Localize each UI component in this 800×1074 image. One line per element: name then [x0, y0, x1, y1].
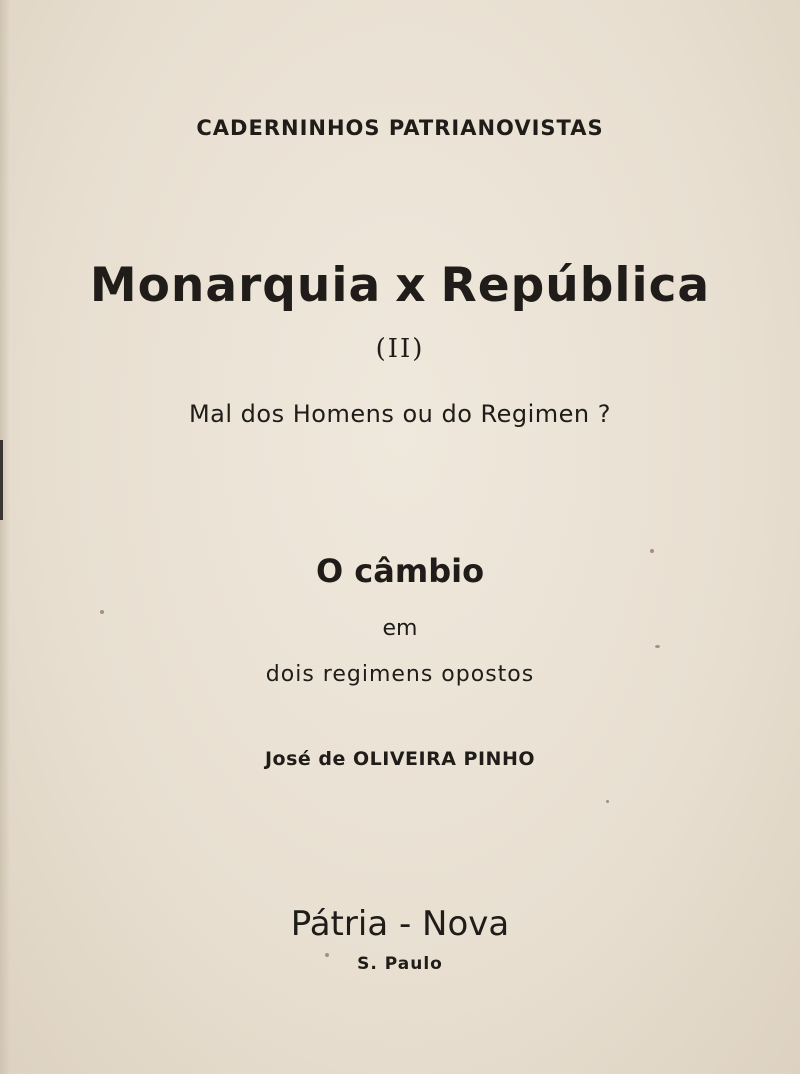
title-left: Monarquia — [89, 258, 382, 313]
publisher-city: S. Paulo — [357, 954, 443, 974]
paper-speck — [606, 800, 609, 803]
main-title — [0, 258, 800, 313]
topic-title: O câmbio — [315, 552, 485, 590]
subtitle: Mal dos Homens ou do Regimen ? — [188, 400, 612, 428]
paper-speck — [100, 610, 104, 614]
binding-mark — [0, 440, 3, 520]
publisher-name: Pátria - Nova — [290, 904, 510, 944]
author-name: José de OLIVEIRA PINHO — [264, 748, 535, 770]
volume-number: (II) — [375, 334, 425, 364]
paper-speck — [655, 645, 660, 648]
series-title: CADERNINHOS PATRIANOVISTAS — [196, 116, 604, 140]
topic-subline: dois regimens opostos — [265, 662, 535, 687]
title-separator: x — [395, 258, 427, 313]
topic-connector: em — [382, 616, 418, 641]
title-right: República — [440, 258, 711, 313]
